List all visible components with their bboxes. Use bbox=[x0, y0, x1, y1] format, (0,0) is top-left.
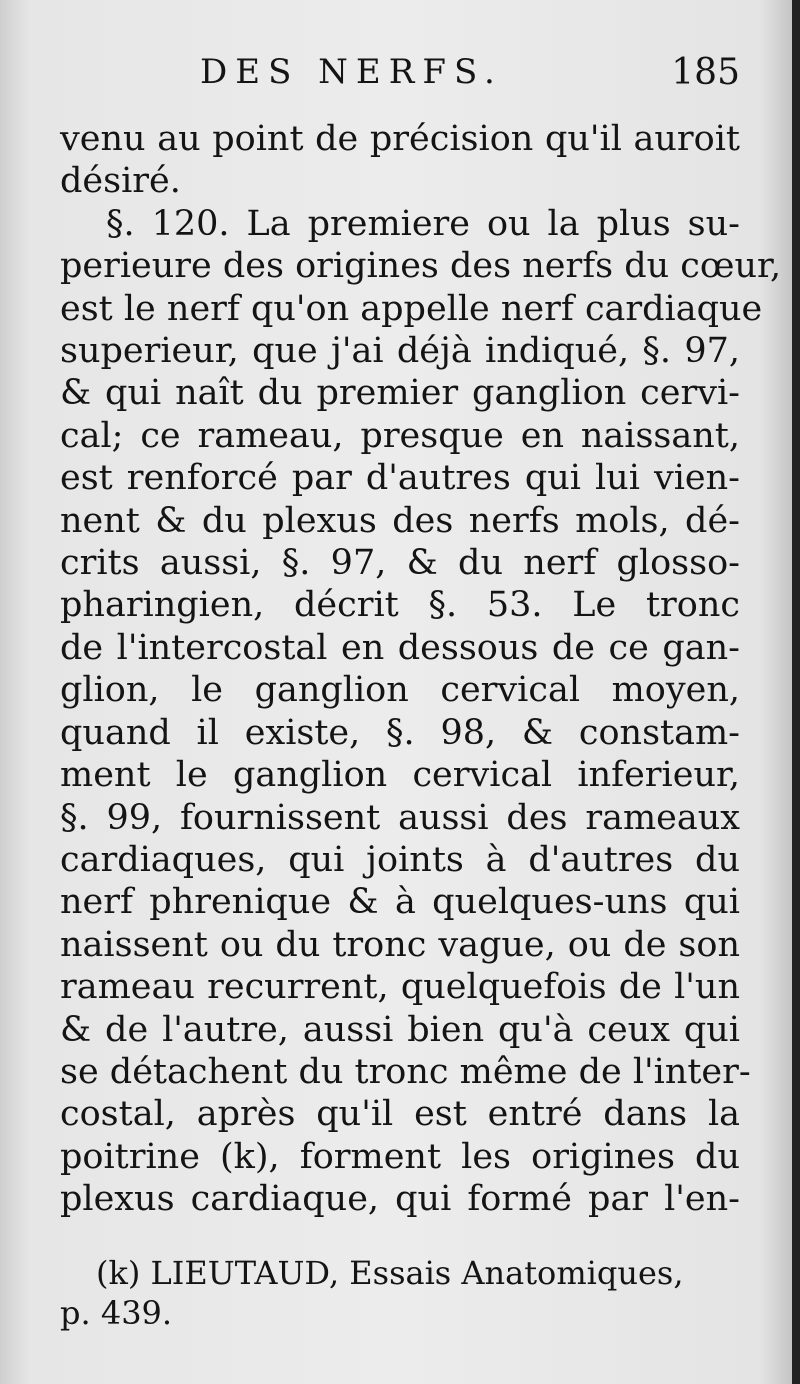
text-line: se détachent du tronc même de l'inter- bbox=[60, 1051, 751, 1092]
text-line: cardiaques, qui joints à d'autres du bbox=[60, 839, 740, 880]
page-header bbox=[200, 52, 740, 102]
page-edge-shadow bbox=[792, 0, 800, 1384]
text-line: est le nerf qu'on appelle nerf cardiaque bbox=[60, 288, 763, 329]
text-line: §. 120. La premiere ou la plus su- bbox=[106, 203, 740, 244]
footnote bbox=[60, 1253, 740, 1333]
text-line: rameau recurrent, quelquefois de l'un bbox=[60, 967, 740, 1008]
footnote-line: p. 439. bbox=[60, 1294, 173, 1332]
text-line: désiré. bbox=[60, 161, 181, 202]
body-text bbox=[60, 118, 782, 1221]
text-line: costal, après qu'il est entré dans la bbox=[60, 1094, 740, 1135]
text-line: §. 99, fournissent aussi des rameaux bbox=[60, 797, 740, 838]
page-number: 185 bbox=[671, 52, 740, 93]
text-line: nent & du plexus des nerfs mols, dé- bbox=[60, 500, 740, 541]
text-line: & de l'autre, aussi bien qu'à ceux qui bbox=[60, 1009, 740, 1050]
text-line: perieure des origines des nerfs du cœur, bbox=[60, 246, 782, 287]
text-line: superieur, que j'ai déjà indiqué, §. 97, bbox=[60, 331, 740, 372]
text-line: naissent ou du tronc vague, ou de son bbox=[60, 924, 740, 965]
text-line: & qui naît du premier ganglion cervi- bbox=[60, 373, 740, 414]
footnote-line: (k) LIEUTAUD, Essais Anatomiques, bbox=[96, 1254, 684, 1292]
text-line: cal; ce rameau, presque en naissant, bbox=[60, 415, 740, 456]
text-line: est renforcé par d'autres qui lui vien- bbox=[60, 458, 740, 499]
text-line: quand il existe, §. 98, & constam- bbox=[60, 712, 740, 753]
text-line: plexus cardiaque, qui formé par l'en- bbox=[60, 1179, 740, 1220]
text-line: nerf phrenique & à quelques-uns qui bbox=[60, 882, 740, 923]
text-line: glion, le ganglion cervical moyen, bbox=[60, 670, 740, 711]
text-line: pharingien, décrit §. 53. Le tronc bbox=[60, 585, 740, 626]
text-line: venu au point de précision qu'il auroit bbox=[60, 119, 740, 159]
text-line: poitrine (k), forment les origines du bbox=[60, 1136, 740, 1177]
text-line: de l'intercostal en dessous de ce gan- bbox=[60, 627, 740, 668]
text-line: ment le ganglion cervical inferieur, bbox=[60, 755, 740, 796]
text-line: crits aussi, §. 97, & du nerf glosso- bbox=[60, 543, 740, 584]
running-title: DES NERFS. bbox=[200, 52, 503, 92]
